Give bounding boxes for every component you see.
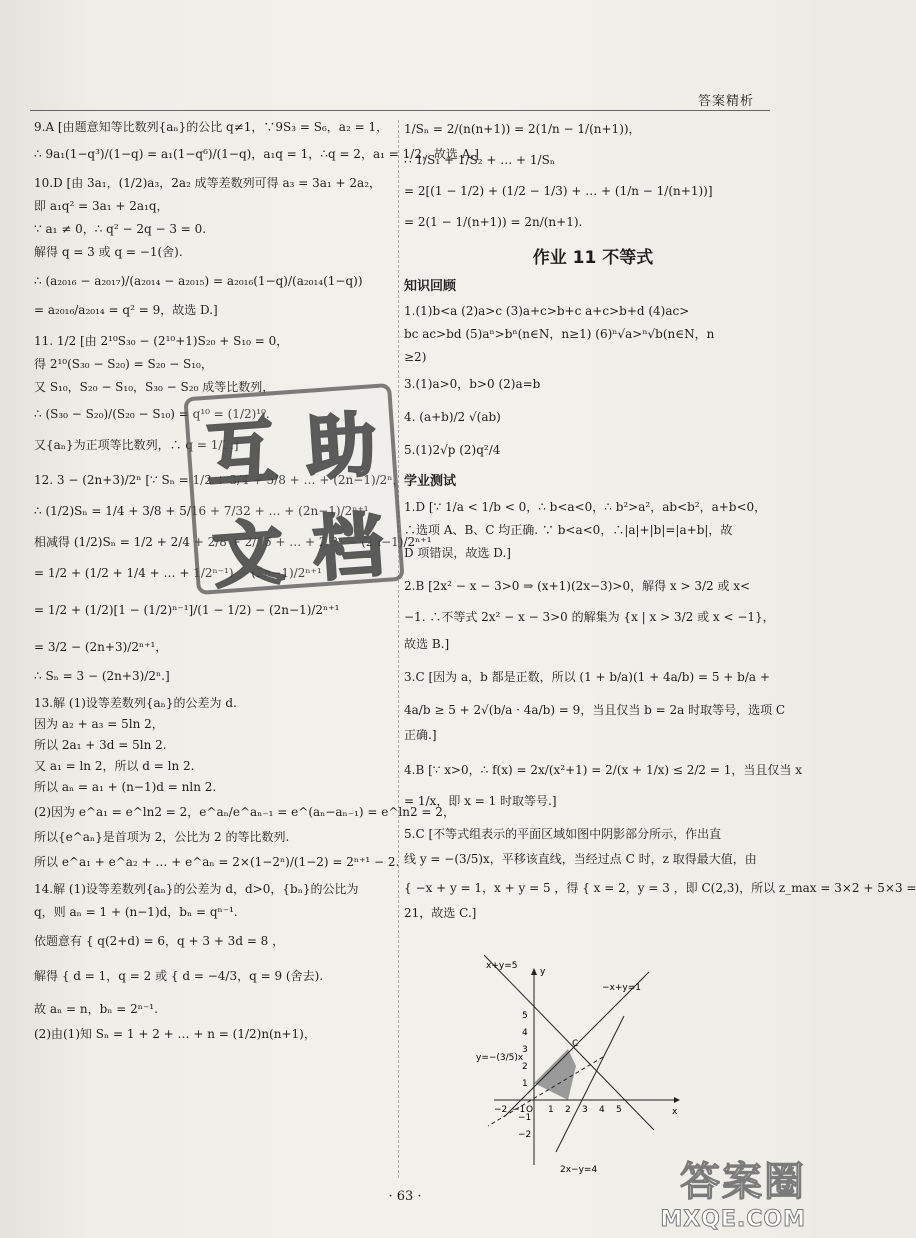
x-tick: 2 (565, 1105, 571, 1115)
answer-line: 得 2¹⁰(S₃₀ − S₂₀) = S₂₀ − S₁₀， (34, 357, 213, 371)
y-tick: 5 (522, 1011, 528, 1021)
knowledge-line: 3.(1)a>0，b>0 (2)a=b (404, 376, 541, 391)
y-tick: −2 (518, 1130, 532, 1140)
x-tick: 4 (599, 1105, 605, 1115)
answer-line: ∴ 9a₁(1−q³)/(1−q) = a₁(1−q⁶)/(1−q)，a₁q = 1，∴q = 2，a₁ = 1/2，故选 A.] (34, 147, 479, 161)
answer-line: 所以{e^aₙ}是首项为 2，公比为 2 的等比数列. (34, 830, 290, 844)
x-tick: 3 (582, 1105, 588, 1115)
right-column (404, 118, 916, 921)
answer-line: 13.解 (1)设等差数列{aₙ}的公差为 d. (34, 696, 237, 710)
watermark-corner-url: MXQE.COM (660, 1207, 806, 1232)
answer-line: 11. 1/2 [由 2¹⁰S₃₀ − (2¹⁰+1)S₂₀ + S₁₀ = 0， (34, 334, 289, 348)
answer-line: = 3/2 − (2n+3)/2ⁿ⁺¹， (34, 640, 168, 654)
answer-line: 所以 e^a₁ + e^a₂ + … + e^aₙ = 2×(1−2ⁿ)/(1−2) = 2ⁿ⁺¹ − 2. (34, 855, 400, 869)
answer-line: 因为 a₂ + a₃ = 5ln 2， (34, 717, 164, 731)
test-line: 故选 B.] (404, 636, 450, 651)
column-divider (398, 120, 399, 1178)
test-title: 学业测试 (404, 473, 457, 489)
test-line: = 1/x，即 x = 1 时取等号.] (404, 793, 557, 808)
answer-line: ∴ (S₃₀ − S₂₀)/(S₂₀ − S₁₀) = q¹⁰ = (1/2)¹⁰. (34, 407, 270, 421)
page-number: · 63 · (388, 1189, 422, 1204)
answer-line: 14.解 (1)设等差数列{aₙ}的公差为 d，d>0，{bₙ}的公比为 (34, 882, 359, 896)
answer-line: 10.D [由 3a₁，(1/2)a₃，2a₂ 成等差数列可得 a₃ = 3a₁ + 2a₂， (34, 176, 382, 190)
axis-x-label: x (672, 1107, 678, 1117)
answer-line: 又{aₙ}为正项等比数列，∴ q = 1/2.] (34, 438, 239, 452)
knowledge-line: bc ac>bd (5)aⁿ>bⁿ(n∈N，n≥1) (6)ⁿ√a>ⁿ√b(n∈N，n (404, 326, 715, 341)
test-line: 21，故选 C.] (404, 905, 477, 920)
watermark-stamp (183, 383, 404, 598)
answer-line: q，则 aₙ = 1 + (n−1)d，bₙ = qⁿ⁻¹. (34, 905, 238, 919)
knowledge-line: 5.(1)2√p (2)q²/4 (404, 442, 501, 457)
answer-line: (2)因为 e^a₁ = e^ln2 = 2，e^aₙ/e^aₙ₋₁ = e^(aₙ−aₙ₋₁) = e^ln2 = 2， (34, 805, 455, 819)
label-2x-minus-y: 2x−y=4 (560, 1165, 598, 1175)
origin-label: O (526, 1105, 534, 1115)
y-tick: 3 (522, 1045, 528, 1055)
x-tick: 1 (548, 1105, 554, 1115)
test-line: 5.C [不等式组表示的平面区域如图中阴影部分所示，作出直 (404, 826, 722, 841)
answer-line: (2)由(1)知 Sₙ = 1 + 2 + … + n = (1/2)n(n+1)， (34, 1027, 316, 1041)
answer-line: 所以 2a₁ + 3d = 5ln 2. (34, 738, 167, 752)
label-objective-line: y=−(3/5)x (476, 1053, 524, 1063)
knowledge-line: 1.(1)b<a (2)a>c (3)a+c>b+c a+c>b+d (4)ac> (404, 303, 690, 318)
answer-line: = 2(1 − 1/(n+1)) = 2n/(n+1). (404, 215, 583, 229)
test-line: 1.D [∵ 1/a < 1/b < 0，∴ b<a<0，∴ b²>a²，ab<b²，a+b<0， (404, 499, 767, 514)
answer-line: 12. 3 − (2n+3)/2ⁿ [∵ Sₙ = 1/2 + 3/4 + 5/8 + … + (2n−1)/2ⁿ， (34, 473, 405, 487)
y-tick: 4 (522, 1028, 528, 1038)
answer-line: 1/Sₙ = 2/(n(n+1)) = 2(1/n − 1/(n+1))， (404, 122, 641, 136)
x-axis-arrow (674, 1097, 680, 1103)
test-line: D 项错误，故选 D.] (404, 545, 511, 560)
watermark-char: 助 (303, 403, 379, 490)
y-tick: 1 (522, 1079, 528, 1089)
answer-line: ∴ 1/S₁ + 1/S₂ + … + 1/Sₙ (404, 153, 556, 167)
answer-line: ∵ a₁ ≠ 0，∴ q² − 2q − 3 = 0. (34, 222, 207, 236)
label-x-plus-y: x+y=5 (486, 961, 518, 971)
answer-line: ∴ Sₙ = 3 − (2n+3)/2ⁿ.] (34, 669, 170, 683)
x-tick: 5 (616, 1105, 622, 1115)
header-section-label: 答案精析 (697, 94, 754, 109)
test-line: 2.B [2x² − x − 3>0 ⇒ (x+1)(2x−3)>0，解得 x > 3/2 或 x< (404, 578, 751, 593)
knowledge-line: 4. (a+b)/2 √(ab) (404, 409, 501, 424)
answer-line: 解得 q = 3 或 q = −1(舍). (34, 245, 183, 259)
test-line: 4a/b ≥ 5 + 2√(b/a · 4a/b) = 9，当且仅当 b = 2a 时取等号，选项 C (404, 702, 786, 717)
x-tick: −1 (512, 1105, 526, 1115)
answer-line: 解得 { d = 1，q = 2 或 { d = −4/3，q = 9 (舍去). (34, 969, 324, 983)
answer-line: 依题意有 { q(2+d) = 6，q + 3 + 3d = 8 ， (34, 934, 285, 948)
watermark-char: 档 (310, 504, 386, 591)
test-line: 线 y = −(3/5)x，平移该直线，当经过点 C 时，z 取得最大值，由 (404, 851, 757, 866)
watermark-char: 文 (210, 510, 287, 598)
answer-line: 又 S₁₀，S₂₀ − S₁₀，S₃₀ − S₂₀ 成等比数列， (34, 380, 275, 394)
shaded-region (534, 1049, 576, 1100)
label-minus-x-plus-y: −x+y=1 (602, 983, 642, 993)
answer-line: 又 a₁ = ln 2，所以 d = ln 2. (34, 759, 195, 773)
knowledge-line: ≥2) (404, 349, 427, 364)
watermark-corner-logo (660, 1150, 806, 1232)
answer-line: ∴ (1/2)Sₙ = 1/4 + 3/8 + 5/16 + 7/32 + … + (2n−1)/2ⁿ⁺¹， (34, 504, 381, 518)
watermark-corner-text: 答案圈 (680, 1159, 806, 1205)
answer-line: 9.A [由题意知等比数列{aₙ}的公比 q≠1，∵9S₃ = S₆，a₂ = 1， (34, 120, 389, 134)
answer-line: 相减得 (1/2)Sₙ = 1/2 + 2/4 + 2/8 + 2/16 + … + 2/2ⁿ − (2n−1)/2ⁿ⁺¹ (34, 535, 432, 549)
line-x-plus-y-5 (484, 955, 654, 1130)
feasible-region-graph (474, 960, 684, 1180)
answer-line: = a₂₀₁₆/a₂₀₁₄ = q² = 9，故选 D.] (34, 303, 218, 317)
test-line: { −x + y = 1，x + y = 5 ，得 { x = 2，y = 3 ，即 C(2,3)，所以 z_max = 3×2 + 5×3 = (404, 880, 916, 895)
test-line: 4.B [∵ x>0，∴ f(x) = 2x/(x²+1) = 2/(x + 1/x) ≤ 2/2 = 1，当且仅当 x (404, 762, 802, 777)
x-tick: −2 (494, 1105, 508, 1115)
answer-line: ∴ (a₂₀₁₆ − a₂₀₁₇)/(a₂₀₁₄ − a₂₀₁₅) = a₂₀₁₆(1−q)/(a₂₀₁₄(1−q)) (34, 274, 363, 288)
section-title: 作业 11 不等式 (532, 248, 654, 268)
answer-line: = 2[(1 − 1/2) + (1/2 − 1/3) + … + (1/n − 1/(n+1))] (404, 184, 713, 198)
answer-line: = 1/2 + (1/2)[1 − (1/2)ⁿ⁻¹]/(1 − 1/2) − (2n−1)/2ⁿ⁺¹ (34, 603, 340, 617)
y-tick: 2 (522, 1062, 528, 1072)
header-rule (30, 110, 770, 111)
test-line: −1. ∴不等式 2x² − x − 3>0 的解集为 {x | x > 3/2 或 x < −1}， (404, 609, 775, 624)
point-c-label: C (572, 1039, 579, 1049)
axis-y-label: y (540, 967, 546, 977)
test-line: 正确.] (404, 727, 437, 742)
answer-line: 故 aₙ = n，bₙ = 2ⁿ⁻¹. (34, 1002, 158, 1016)
test-line: 3.C [因为 a，b 都是正数，所以 (1 + b/a)(1 + 4a/b) = 5 + b/a + (404, 669, 770, 684)
answer-line: 所以 aₙ = a₁ + (n−1)d = nln 2. (34, 780, 217, 794)
answer-line: = 1/2 + (1/2 + 1/4 + … + 1/2ⁿ⁻¹) − (2n−1)/2ⁿ⁺¹ (34, 566, 322, 580)
answer-line: 即 a₁q² = 3a₁ + 2a₁q， (34, 199, 169, 213)
y-axis-arrow (531, 968, 537, 975)
watermark-char: 互 (203, 410, 280, 497)
test-line: ∴选项 A、B、C 均正确. ∵ b<a<0，∴|a|+|b|=|a+b|，故 (404, 522, 733, 537)
knowledge-review-title: 知识回顾 (404, 279, 457, 295)
y-tick: −1 (518, 1113, 532, 1123)
